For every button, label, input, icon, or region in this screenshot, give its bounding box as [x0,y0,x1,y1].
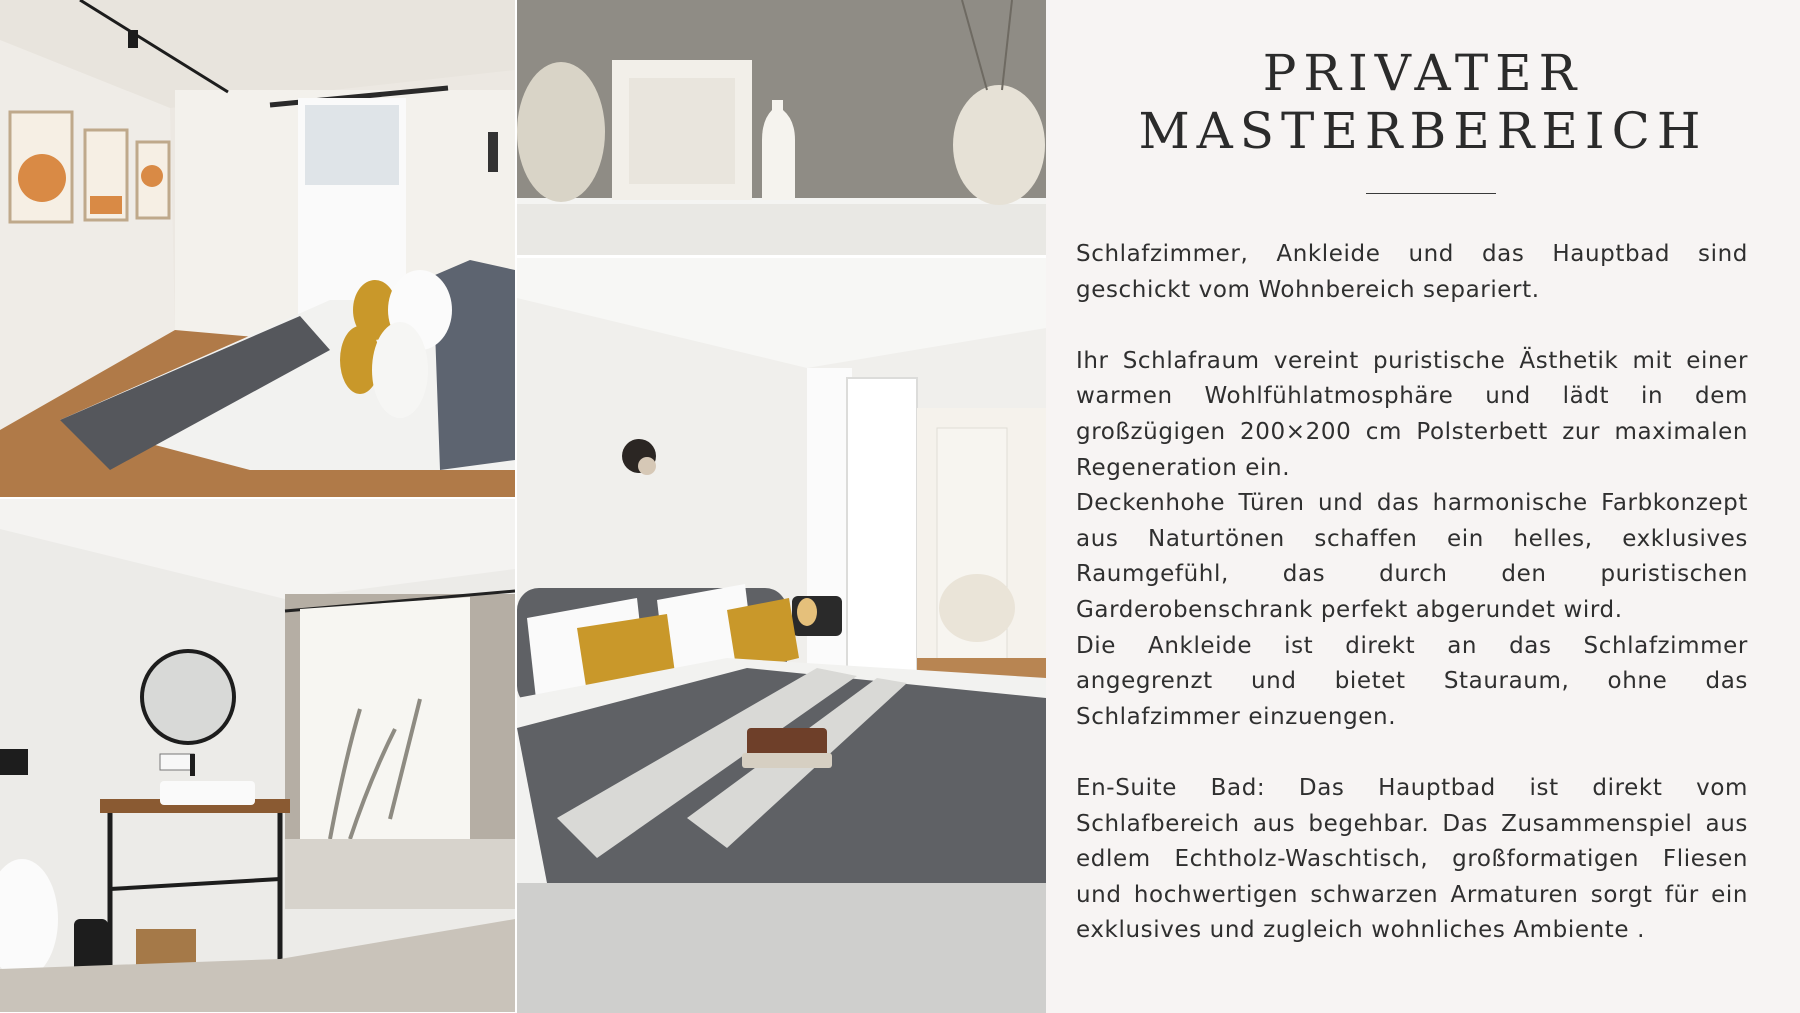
title-line-1: PRIVATER [1262,44,1584,102]
photo-bedroom-grey-bed [517,258,1046,883]
text-panel [1046,0,1800,1013]
grey-filler-block [517,883,1046,1013]
paragraph-en-suite: En-Suite Bad: Das Hauptbad ist direkt vom Schlafbereich aus begehbar. Das Zusammenspiel aus edlem Echtholz-Waschtisch, großformatigen Fliesen und hochwertigen schwarzen Armaturen sorgt für ein exklusives und zugleich wohnliches Ambiente . [1076,774,1748,944]
title-divider [1366,193,1496,194]
paragraph-intro: Schlafzimmer, Ankleide und das Hauptbad sind geschickt vom Wohnbereich separiert. [1076,241,1748,303]
paragraph-doors: Deckenhohe Türen und das harmonische Farbkonzept aus Naturtönen schaffen ein helles, exklusives Raumgefühl, das durch den puristischen Garderobenschrank perfekt abgerundet wird. [1076,490,1748,623]
paragraph-dressing-room: Die Ankleide ist direkt an das Schlafzimmer angegrenzt und bietet Stauraum, ohne das Schlafzimmer einzuengen. [1076,632,1748,730]
body-text [1076,237,1748,949]
photo-bedroom-art-wall [0,0,515,497]
paragraph-bedroom: Ihr Schlafraum vereint puristische Ästhetik mit einer warmen Wohlfühlatmosphäre und lädt in dem großzügigen 200×200 cm Polsterbett zur maximalen Regeneration ein. [1076,347,1748,481]
page-title [1046,44,1800,160]
title-line-2: MASTERBEREICH [1138,102,1708,160]
photo-bathroom [0,499,515,1012]
photo-vases-shelf [517,0,1046,255]
